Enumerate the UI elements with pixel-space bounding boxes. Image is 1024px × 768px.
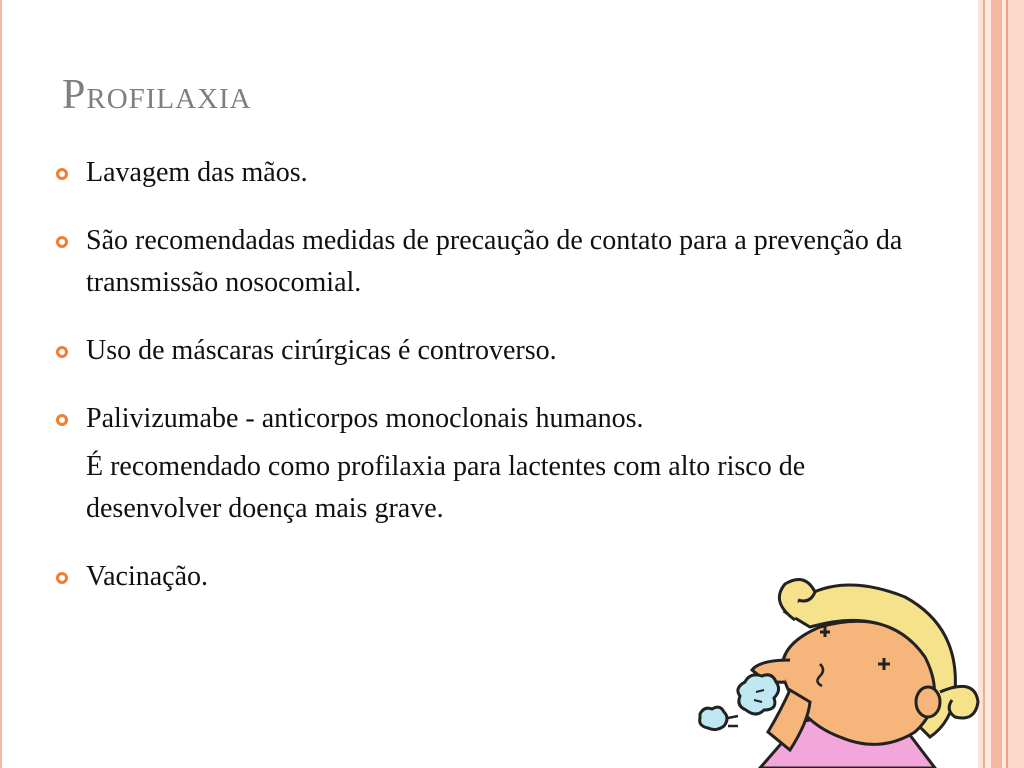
circle-bullet-icon — [56, 572, 68, 584]
bullet-item — [52, 330, 932, 372]
bullet-text: Vacinação. — [86, 561, 209, 592]
slide-title: Profilaxia — [62, 72, 252, 118]
bullet-list — [52, 152, 932, 624]
circle-bullet-icon — [56, 236, 68, 248]
bullet-text: Lavagem das mãos. — [86, 157, 308, 188]
circle-bullet-icon — [56, 414, 68, 426]
sneezing-child-icon — [690, 572, 985, 768]
bullet-continuation-text: É recomendado como profilaxia para lactentes com alto risco de desenvolver doença mais grave. — [86, 451, 806, 524]
circle-bullet-icon — [56, 168, 68, 180]
right-stripe — [1008, 0, 1024, 768]
bullet-item — [52, 220, 932, 304]
bullet-item — [52, 152, 932, 194]
bullet-text: São recomendadas medidas de precaução de contato para a prevenção da transmissão nosocomial. — [86, 225, 903, 298]
bullet-item — [52, 398, 932, 530]
bullet-text: Palivizumabe - anticorpos monoclonais humanos. — [86, 403, 644, 434]
circle-bullet-icon — [56, 346, 68, 358]
bullet-text: Uso de máscaras cirúrgicas é controverso. — [86, 335, 557, 366]
left-border — [0, 0, 2, 768]
right-stripe — [991, 0, 1002, 768]
